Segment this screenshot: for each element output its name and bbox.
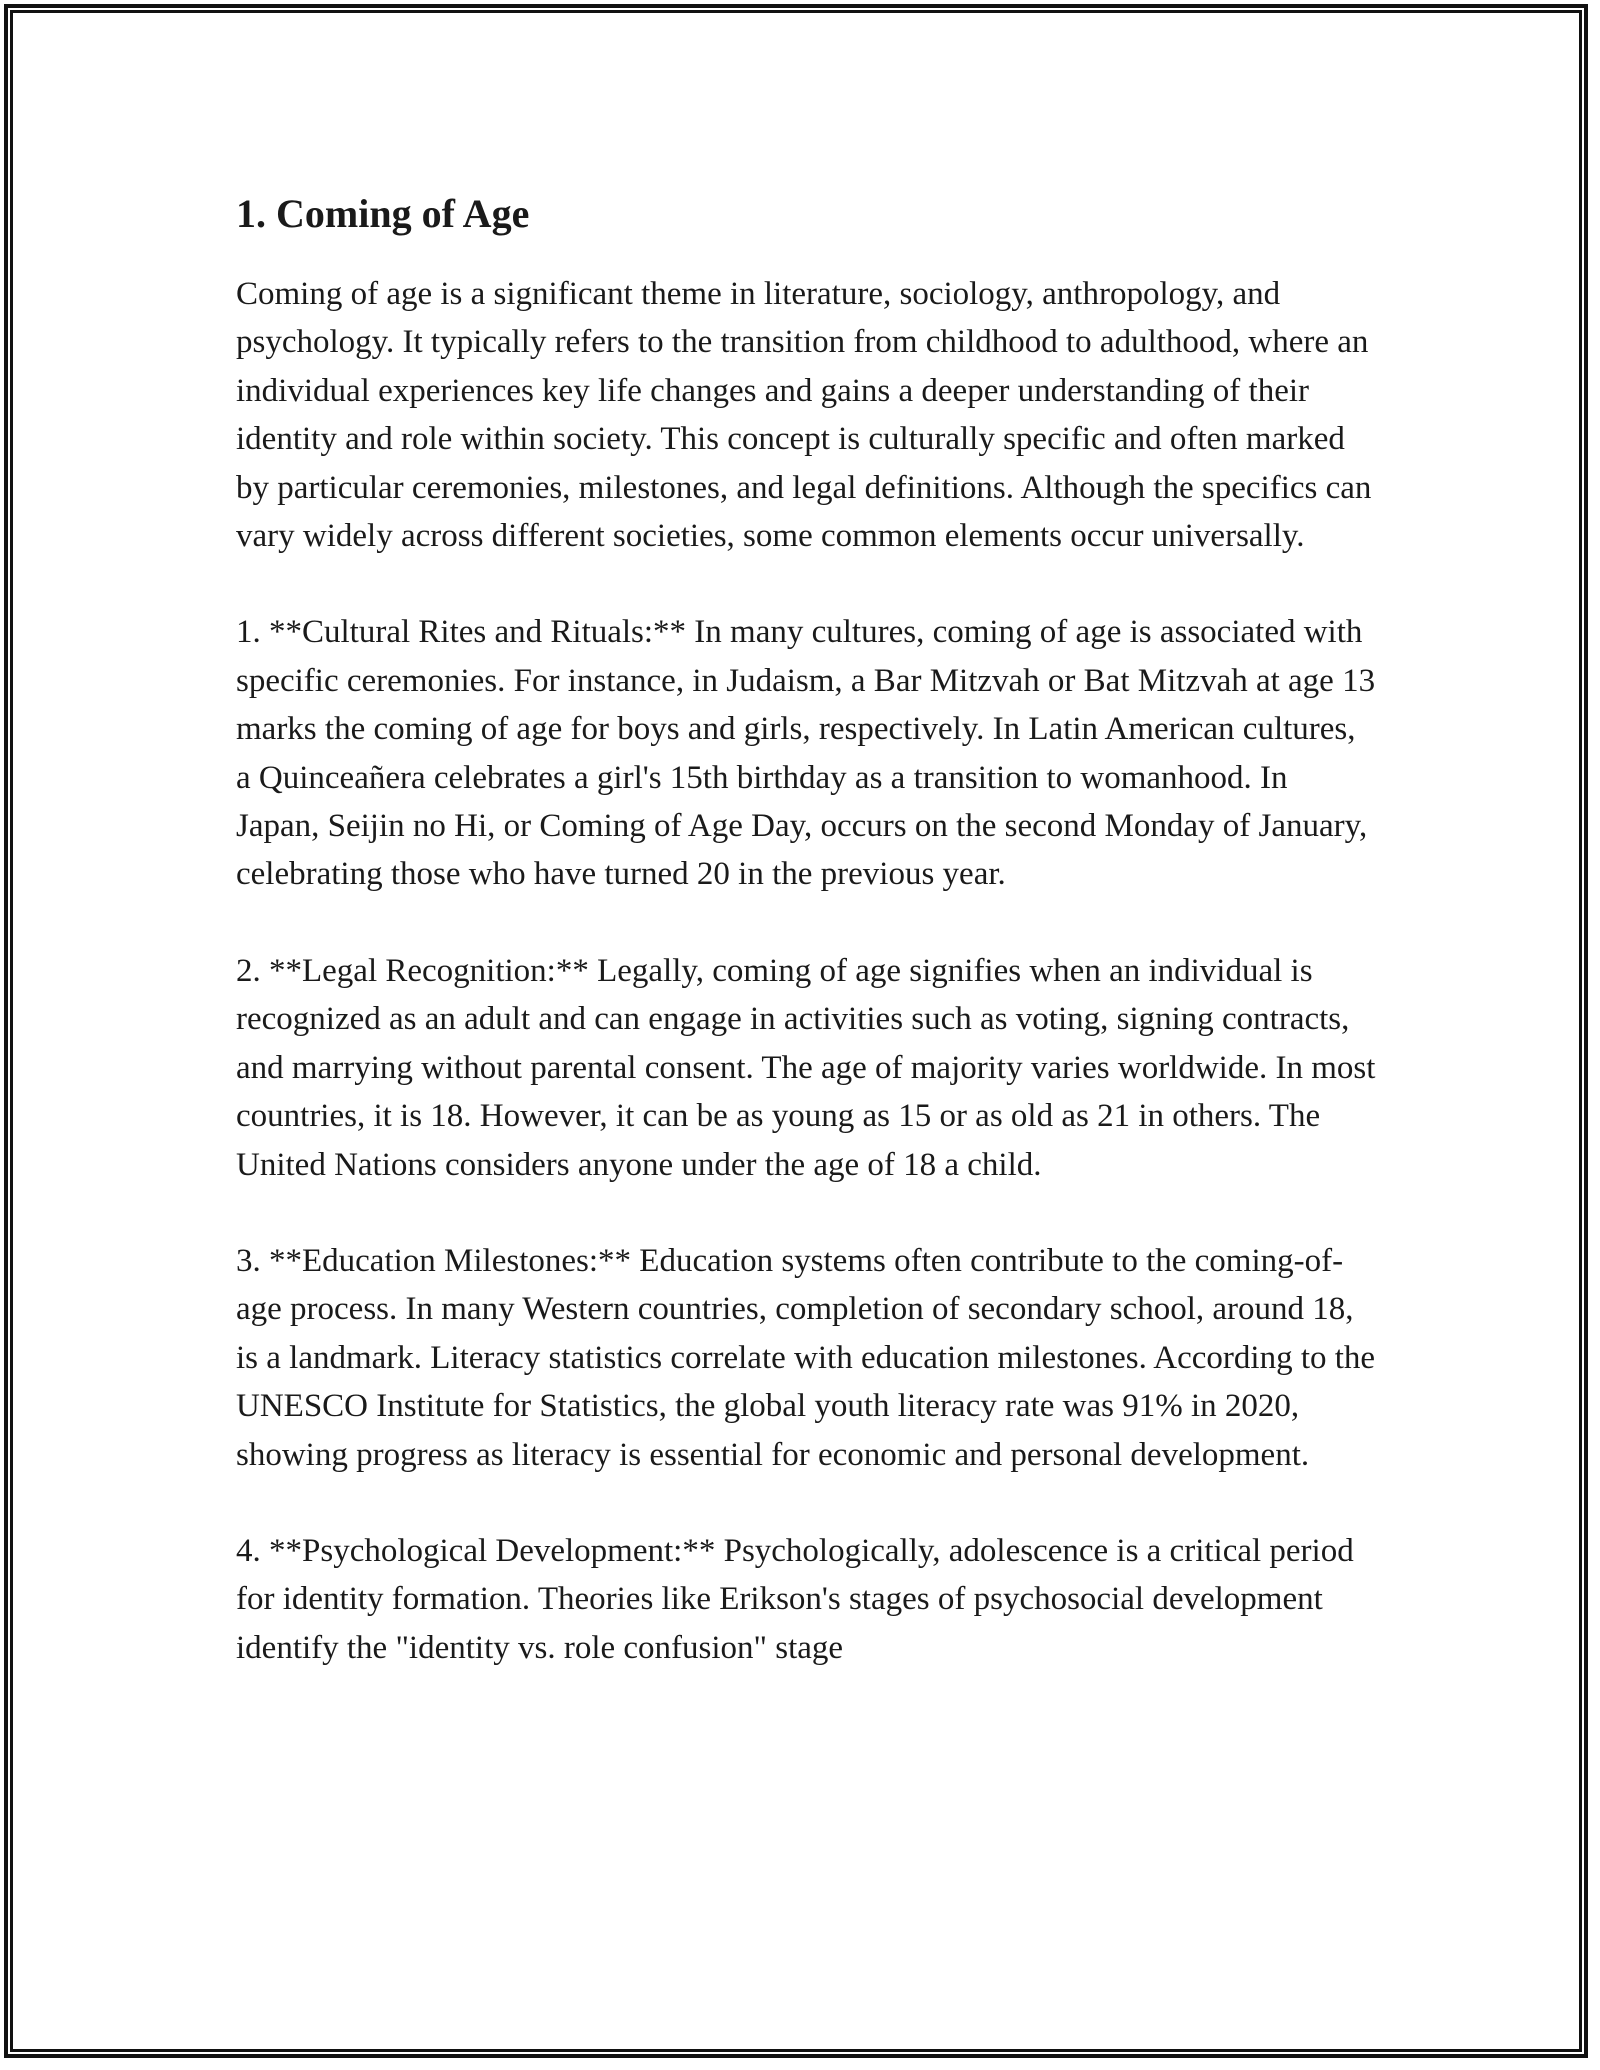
- paragraph-legal-recognition: 2. **Legal Recognition:** Legally, coming of age signifies when an individual is recognized as an adult and can engage in activities such as voting, signing contracts, and marrying without parental consent. The age of majority varies worldwide. In most countries, it is 18. However, it can be as young as 15 or as old as 21 in others. The United Nations considers anyone under the age of 18 a child.: [236, 952, 1376, 1183]
- document-body: [236, 186, 1376, 1720]
- paragraph-education-milestones: 3. **Education Milestones:** Education systems often contribute to the coming-of-age process. In many Western countries, completion of secondary school, around 18, is a landmark. Literacy statistics correlate with education milestones. According to the UNESCO Institute for Statistics, the global youth literacy rate was 91% in 2020, showing progress as literacy is essential for economic and personal development.: [236, 1242, 1376, 1473]
- paragraph-cultural-rites: 1. **Cultural Rites and Rituals:** In many cultures, coming of age is associated with specific ceremonies. For instance, in Judaism, a Bar Mitzvah or Bat Mitzvah at age 13 marks the coming of age for boys and girls, respectively. In Latin American cultures, a Quinceañera celebrates a girl's 15th birthday as a transition to womanhood. In Japan, Seijin no Hi, or Coming of Age Day, occurs on the second Monday of January, celebrating those who have turned 20 in the previous year.: [236, 614, 1376, 893]
- paragraph-psychological-development: 4. **Psychological Development:** Psychologically, adolescence is a critical period for identity formation. Theories like Erikson's stages of psychosocial development identify the "identity vs. role confusion" stage: [236, 1532, 1354, 1666]
- section-heading: 1. Coming of Age: [236, 191, 530, 236]
- intro-paragraph: Coming of age is a significant theme in literature, sociology, anthropology, and psychology. It typically refers to the transition from childhood to adulthood, where an individual experiences key life changes and gains a deeper understanding of their identity and role within society. This concept is culturally specific and often marked by particular ceremonies, milestones, and legal definitions. Although the specifics can vary widely across different societies, some common elements occur universally.: [236, 276, 1372, 555]
